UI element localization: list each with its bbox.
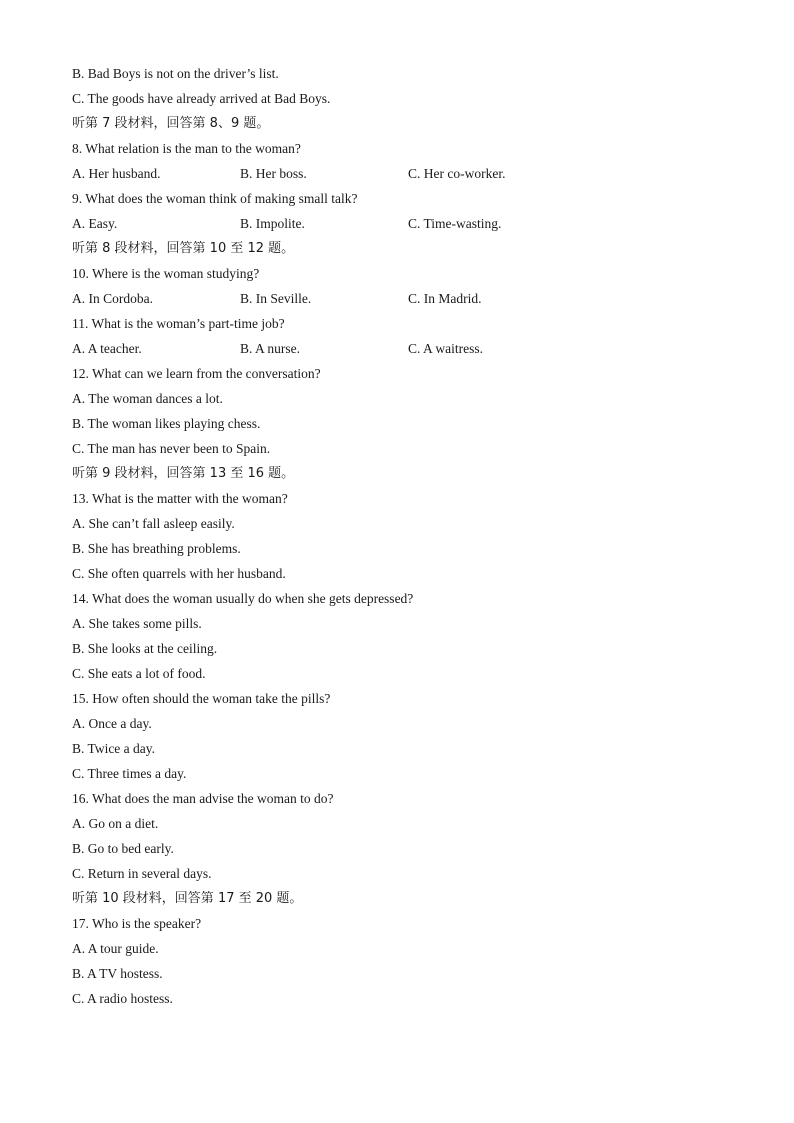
text-line: 14. What does the woman usually do when she gets depressed?	[72, 591, 414, 606]
text-line: B. A TV hostess.	[72, 966, 163, 981]
answer-option: B. Impolite.	[240, 216, 305, 231]
text-line: 11. What is the woman’s part-time job?	[72, 316, 285, 331]
answer-option: B. Her boss.	[240, 166, 307, 181]
answer-option: A. A teacher.	[72, 341, 142, 356]
answer-option: C. Time-wasting.	[408, 216, 502, 231]
text-line: C. She often quarrels with her husband.	[72, 566, 286, 581]
text-line: B. Bad Boys is not on the driver’s list.	[72, 66, 279, 81]
text-line: A. A tour guide.	[72, 941, 159, 956]
text-line: 10. Where is the woman studying?	[72, 266, 260, 281]
text-line: A. She can’t fall asleep easily.	[72, 516, 235, 531]
text-line: B. She has breathing problems.	[72, 541, 241, 556]
document-page	[72, 61, 722, 1011]
text-line: C. The goods have already arrived at Bad Boys.	[72, 91, 331, 106]
text-line: C. Return in several days.	[72, 866, 212, 881]
answer-options-row	[72, 211, 722, 236]
text-line: 8. What relation is the man to the woman?	[72, 141, 301, 156]
answer-option: C. Her co-worker.	[408, 166, 506, 181]
text-line: 15. How often should the woman take the pills?	[72, 691, 331, 706]
answer-option: C. A waitress.	[408, 341, 484, 356]
answer-options-row	[72, 286, 722, 311]
text-line: 16. What does the man advise the woman to do?	[72, 791, 334, 806]
text-line: 9. What does the woman think of making small talk?	[72, 191, 358, 206]
text-line: A. She takes some pills.	[72, 616, 202, 631]
text-line: B. She looks at the ceiling.	[72, 641, 218, 656]
text-line: B. Twice a day.	[72, 741, 156, 756]
answer-option: B. A nurse.	[240, 341, 301, 356]
answer-option: A. Easy.	[72, 216, 118, 231]
section-heading: 听第 9 段材料，回答第 13 至 16 题。	[72, 466, 295, 481]
text-line: 17. Who is the speaker?	[72, 916, 202, 931]
answer-options-row	[72, 161, 722, 186]
text-line: A. Go on a diet.	[72, 816, 159, 831]
text-line: A. The woman dances a lot.	[72, 391, 223, 406]
text-line: C. Three times a day.	[72, 766, 187, 781]
section-heading: 听第 10 段材料，回答第 17 至 20 题。	[72, 891, 303, 906]
answer-option: A. In Cordoba.	[72, 291, 153, 306]
text-line: B. The woman likes playing chess.	[72, 416, 261, 431]
text-line: C. She eats a lot of food.	[72, 666, 206, 681]
answer-option: A. Her husband.	[72, 166, 161, 181]
section-heading: 听第 7 段材料，回答第 8、9 题。	[72, 116, 270, 131]
text-line: 13. What is the matter with the woman?	[72, 491, 288, 506]
text-line: C. A radio hostess.	[72, 991, 173, 1006]
text-line: 12. What can we learn from the conversation?	[72, 366, 321, 381]
section-heading: 听第 8 段材料，回答第 10 至 12 题。	[72, 241, 295, 256]
text-line: B. Go to bed early.	[72, 841, 174, 856]
answer-option: C. In Madrid.	[408, 291, 482, 306]
text-line: C. The man has never been to Spain.	[72, 441, 271, 456]
answer-options-row	[72, 336, 722, 361]
answer-option: B. In Seville.	[240, 291, 312, 306]
text-line: A. Once a day.	[72, 716, 152, 731]
